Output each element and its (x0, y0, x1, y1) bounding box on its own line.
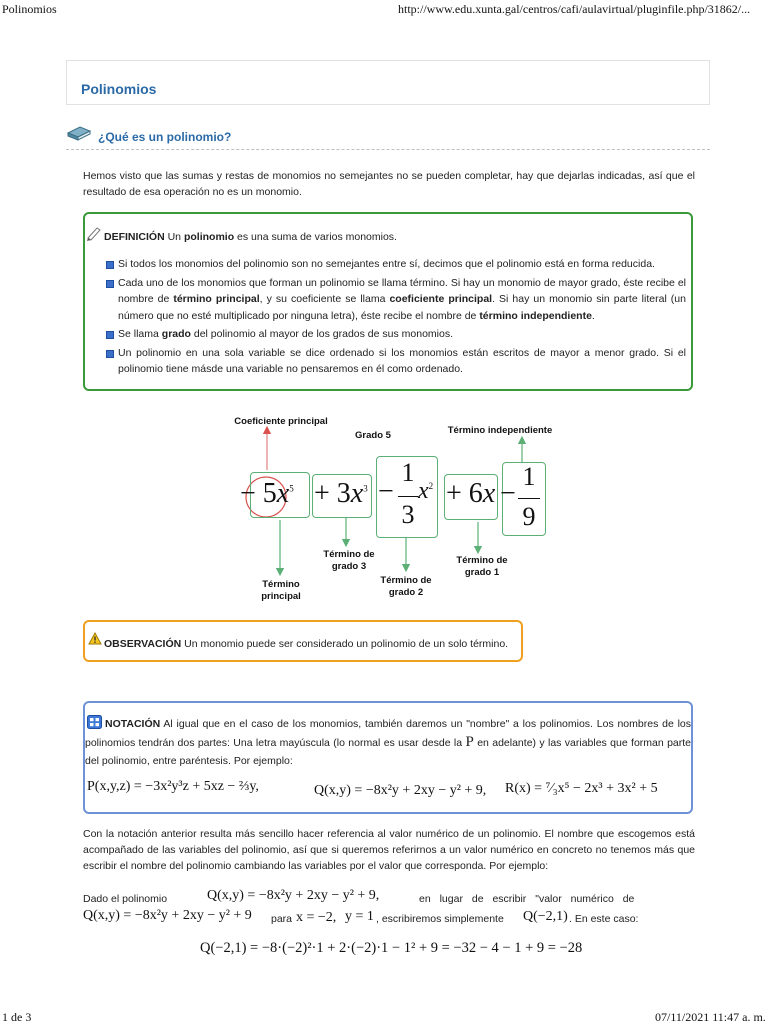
print-timestamp: 07/11/2021 11:47 a. m. (655, 1010, 766, 1024)
label-termino-independiente: Término independiente (447, 425, 553, 436)
term-grado3-math (314, 478, 368, 510)
intro-paragraph: Hemos visto que las sumas y restas de monomios no semejantes no se pueden completar, hay que dejarlas indicadas, así que el resultado de esa operación no es un monomio. (83, 170, 695, 198)
item-bold: término independiente (479, 309, 592, 322)
numeric-value-paragraph: Con la notación anterior resulta más sencillo hacer referencia al valor numérico de un polinomio. El nombre que escogemos está acompañado de las variables del polinomio, así que si queremos referirnos a un valor numérico en concreto no tenemos más que escribir el nombre del polinomio cambiando las variables por el valor que corresponda. Por ejemplo: (83, 828, 695, 872)
section-heading: ¿Qué es un polinomio? (98, 130, 232, 144)
term-principal-math (240, 478, 294, 510)
notation-text: Al igual que en el caso de los monomios, también daremos un "nombre" a los polinomios. Los nombres de los polinomios tendrán dos partes: Una letra mayúscula (lo normal es usar desde la (85, 718, 691, 749)
example-eq: Q(−2,1) (523, 909, 568, 924)
notation-letter: P (465, 734, 474, 750)
item-bold: término principal (173, 293, 260, 305)
label-termino-grado-2: Término de grado 2 (380, 575, 432, 598)
term-exp: 3 (363, 483, 368, 494)
definition-post: es una suma de varios monomios. (237, 231, 397, 243)
observation-text-wrap (104, 638, 508, 650)
term-grado2-var (418, 478, 433, 505)
page-counter: 1 de 3 (2, 1010, 32, 1024)
definition-label: DEFINICIÓN (104, 231, 165, 243)
observation-text: Un monomio puede ser considerado un polinomio de un solo término. (184, 638, 509, 650)
example-text: , escribiremos simplemente (376, 913, 504, 925)
label-termino-grado-1: Término de grado 1 (456, 555, 508, 578)
page-title: Polinomios (81, 81, 157, 97)
label-grado-5: Grado 5 (355, 430, 391, 441)
item-text: . (591, 309, 595, 322)
fraction-denominator: 3 (401, 500, 415, 529)
item-text: Un polinomio en una sola variable se dice ordenado si los monomios están escritos de mayor a menor grado. Si el polinomio tiene másde una variable no pensaremos en él como ordenado. (118, 346, 686, 375)
term-coef: − 5 (240, 478, 277, 509)
item-text: del polinomio al mayor de los grados de sus monomios. (193, 328, 454, 340)
item-bold: coeficiente principal (389, 293, 493, 305)
item-text: Si todos los monomios del polinomio son no semejantes entre sí, decimos que el polinomio está en forma reducida. (118, 258, 655, 270)
notation-box (83, 701, 693, 814)
term-minus-2: − (500, 478, 516, 509)
term-var: x (418, 478, 429, 504)
item-bold: grado (161, 328, 191, 340)
term-grado1-math (446, 478, 495, 510)
indep-denominator: 9 (522, 502, 536, 531)
example-r: R(x) = ⁷⁄₃x⁵ − 2x³ + 3x² + 5 (505, 781, 658, 796)
example-line-2 (83, 908, 695, 930)
item-text: Se llama (118, 328, 159, 340)
item-text: Cada uno de los monomios que forman un polinomio se llama término. Si hay un monomio de mayor grado, éste recibe el nombre de (118, 276, 686, 305)
result-equation: Q(−2,1) = −8·(−2)²·1 + 2·(−2)·1 − 1² + 9 = −32 − 4 − 1 + 9 = −28 (200, 940, 583, 956)
indep-fraction-bar (518, 498, 540, 499)
warning-icon (88, 632, 102, 645)
definition-term: polinomio (183, 231, 235, 243)
term-coef: + 6 (446, 478, 483, 509)
term-minus: − (378, 476, 394, 507)
example-q: Q(x,y) = −8x²y + 2xy − y² + 9, (314, 783, 487, 798)
example-eq: x = −2, (296, 910, 337, 925)
example-text: para (271, 913, 293, 925)
notation-paragraph (85, 715, 691, 770)
item-text: , y su coeficiente se llama (259, 293, 386, 305)
notation-label: NOTACIÓN (105, 718, 161, 730)
item-text: . Si hay un monomio sin parte literal (un número que no esté multiplicado por ninguna letra), éste recibe el nombre de (118, 293, 686, 322)
example-p: P(x,y,z) = −3x²y³z + 5xz − ⅔y, (87, 779, 259, 794)
example-text: en lugar de escribir "valor numérico de (419, 893, 635, 905)
label-coeficiente-principal: Coeficiente principal (234, 416, 328, 427)
tab-title: Polinomios (2, 2, 57, 16)
term-var: x (482, 478, 496, 509)
example-eq: Q(x,y) = −8x²y + 2xy − y² + 9, (207, 888, 380, 903)
fraction-bar (398, 496, 418, 497)
notation-text: en adelante) y las variables que forman parte del polinomio, entre paréntesis. Por ejemplo: (85, 737, 692, 767)
label-termino-principal: Término principal (261, 579, 301, 602)
term-var: x (350, 478, 364, 509)
definition-pre: Un (167, 231, 182, 243)
label-termino-grado-3: Término de grado 3 (323, 549, 375, 572)
page-url[interactable]: http://www.edu.xunta.gal/centros/cafi/aulavirtual/pluginfile.php/31862/... (398, 2, 751, 16)
term-coef: + 3 (314, 478, 351, 509)
term-exp: 2 (428, 481, 434, 491)
observation-label: OBSERVACIÓN (104, 638, 182, 650)
indep-numerator: 1 (522, 462, 536, 491)
term-var: x (276, 478, 290, 509)
term-exp: 5 (289, 483, 294, 494)
observation-box (83, 620, 523, 662)
example-eq: y = 1 (345, 909, 374, 924)
example-text: Dado el polinomio (83, 893, 168, 905)
example-text: . En este caso: (569, 913, 639, 925)
fraction-numerator: 1 (401, 458, 415, 487)
example-eq: Q(x,y) = −8x²y + 2xy − y² + 9 (83, 908, 252, 923)
